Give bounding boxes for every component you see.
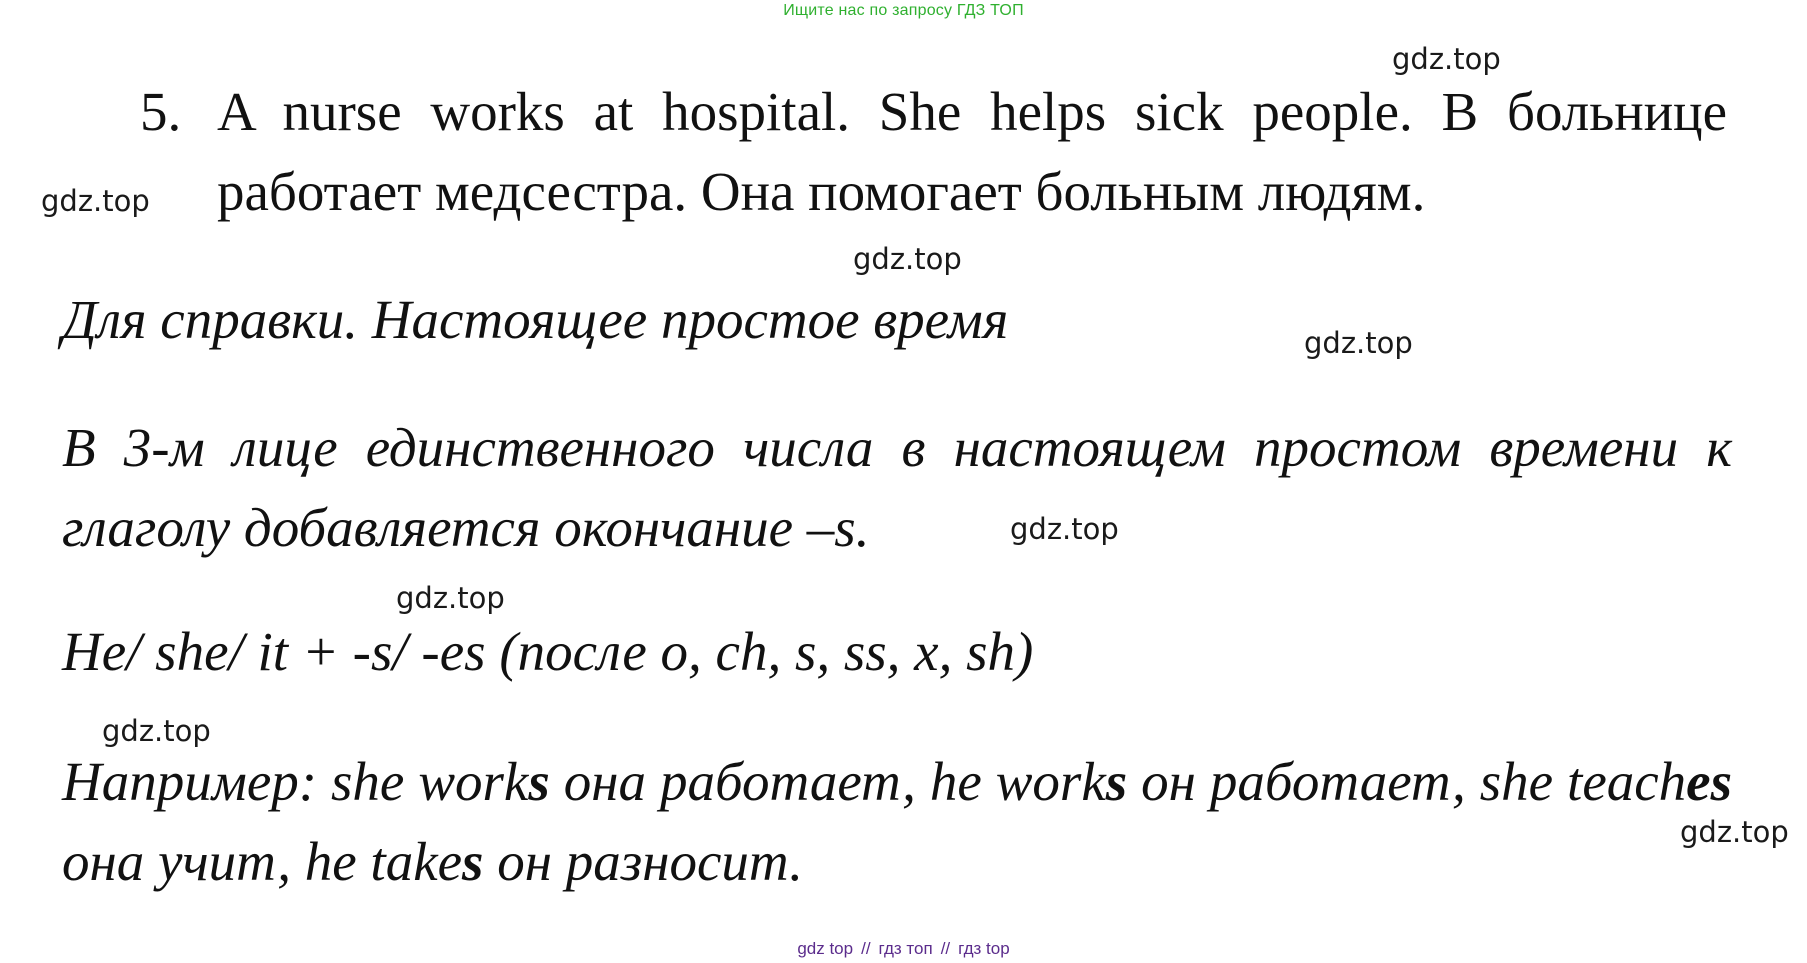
- task-number: 5.: [140, 81, 182, 142]
- verb-suffix: es: [1686, 751, 1732, 812]
- watermark: gdz.top: [396, 581, 505, 615]
- watermark: gdz.top: [102, 714, 211, 748]
- watermark: gdz.top: [1010, 512, 1119, 546]
- example-text: она работает, he work: [549, 751, 1106, 812]
- footer-separator: //: [861, 939, 871, 958]
- reference-example: [62, 742, 1732, 902]
- verb-suffix: s: [1105, 751, 1128, 812]
- watermark: gdz.top: [41, 184, 150, 218]
- reference-title: Для справки. Настоящее простое время: [62, 289, 1009, 350]
- example-text: Например: she work: [62, 751, 529, 812]
- footer-link[interactable]: гдз топ: [878, 939, 933, 958]
- watermark: gdz.top: [1304, 326, 1413, 360]
- footer-links: [0, 939, 1807, 959]
- task-text: A nurse works at hospital. She helps sick people. В больнице работает медсестра. Она помогает больным людям.: [217, 81, 1727, 222]
- top-banner: Ищите нас по запросу ГДЗ ТОП: [783, 2, 1024, 19]
- watermark: gdz.top: [1680, 815, 1789, 849]
- verb-suffix: s: [528, 751, 550, 812]
- reference-rule: В 3-м лице единственного числа в настоящем простом времени к глаголу добавляется окончание –s.: [62, 417, 1732, 558]
- watermark: gdz.top: [1392, 42, 1501, 76]
- verb-suffix: s: [462, 831, 484, 892]
- example-text: он работает, she teach: [1127, 751, 1687, 812]
- reference-formula: He/ she/ it + -s/ -es (после o, ch, s, ss, x, sh): [62, 621, 1034, 682]
- example-text: он разносит.: [483, 831, 804, 892]
- footer-link[interactable]: гдз top: [958, 939, 1010, 958]
- footer-link[interactable]: gdz top: [797, 939, 854, 958]
- example-text: она учит, he take: [62, 831, 463, 892]
- watermark: gdz.top: [853, 242, 962, 276]
- footer-separator: //: [940, 939, 951, 958]
